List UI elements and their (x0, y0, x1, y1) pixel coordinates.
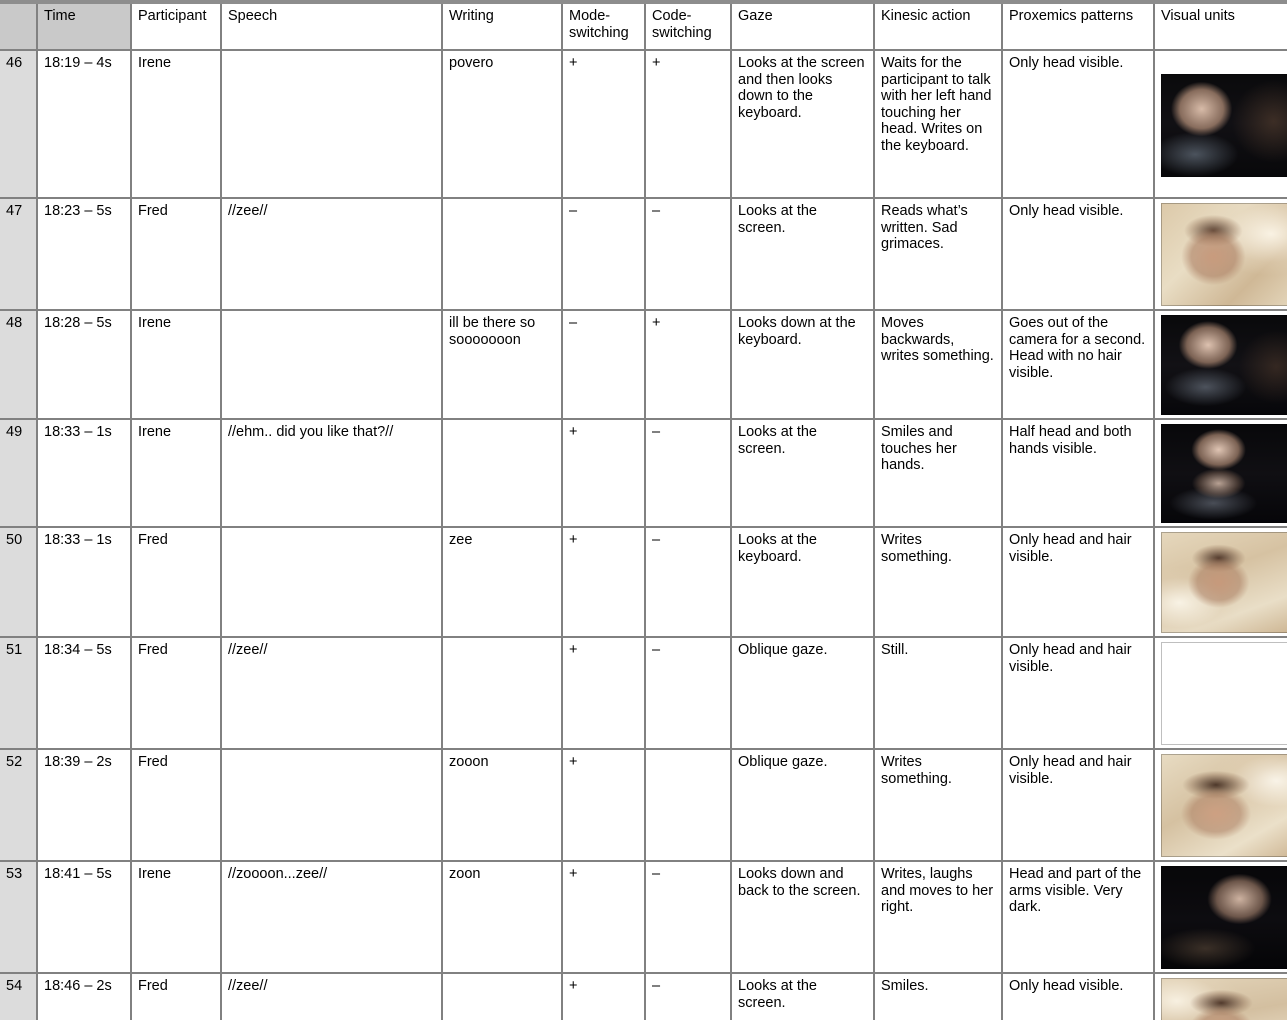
cell-time: 18:39 – 2s (37, 749, 131, 861)
cell-speech (221, 50, 442, 198)
row-index: 53 (0, 861, 37, 973)
cell-speech: //zee// (221, 198, 442, 310)
thumbnail-wrapper (1161, 866, 1287, 969)
cell-time: 18:41 – 5s (37, 861, 131, 973)
cell-visual-units (1154, 198, 1287, 310)
cell-participant: Fred (131, 198, 221, 310)
cell-code-switching: – (645, 973, 731, 1020)
row-index: 48 (0, 310, 37, 419)
table-row (0, 198, 1287, 310)
cell-participant: Fred (131, 973, 221, 1020)
cell-proxemics-patterns: Half head and both hands visible. (1002, 419, 1154, 527)
cell-visual-units (1154, 527, 1287, 637)
cell-speech: //zee// (221, 637, 442, 749)
webcam-thumbnail-irene (1161, 866, 1287, 969)
cell-kinesic-action: Writes something. (874, 527, 1002, 637)
table-row (0, 973, 1287, 1020)
cell-proxemics-patterns: Only head and hair visible. (1002, 637, 1154, 749)
cell-speech (221, 310, 442, 419)
cell-mode-switching: + (562, 50, 645, 198)
cell-mode-switching: + (562, 527, 645, 637)
webcam-thumbnail-fred (1161, 642, 1287, 745)
cell-code-switching: – (645, 198, 731, 310)
row-index: 46 (0, 50, 37, 198)
cell-writing: zooon (442, 749, 562, 861)
row-index: 54 (0, 973, 37, 1020)
thumbnail-wrapper (1161, 642, 1287, 745)
cell-proxemics-patterns: Only head visible. (1002, 50, 1154, 198)
cell-participant: Irene (131, 861, 221, 973)
cell-kinesic-action: Waits for the participant to talk with her left hand touching her head. Writes on the keyboard. (874, 50, 1002, 198)
cell-visual-units (1154, 973, 1287, 1020)
cell-visual-units (1154, 50, 1287, 198)
header-row (0, 2, 1287, 50)
cell-time: 18:33 – 1s (37, 419, 131, 527)
cell-gaze: Looks at the keyboard. (731, 527, 874, 637)
column-header-writing: Writing (442, 2, 562, 50)
table-row (0, 861, 1287, 973)
cell-kinesic-action: Moves backwards, writes something. (874, 310, 1002, 419)
cell-code-switching: – (645, 861, 731, 973)
cell-time: 18:19 – 4s (37, 50, 131, 198)
cell-speech (221, 749, 442, 861)
webcam-thumbnail-fred (1161, 978, 1287, 1020)
table-header (0, 2, 1287, 50)
cell-writing (442, 198, 562, 310)
cell-time: 18:46 – 2s (37, 973, 131, 1020)
cell-participant: Fred (131, 527, 221, 637)
table-row (0, 50, 1287, 198)
cell-gaze: Oblique gaze. (731, 749, 874, 861)
cell-participant: Fred (131, 637, 221, 749)
cell-kinesic-action: Writes, laughs and moves to her right. (874, 861, 1002, 973)
table-row (0, 310, 1287, 419)
column-header-time: Time (37, 2, 131, 50)
thumbnail-wrapper (1161, 532, 1287, 633)
cell-writing: ill be there so sooooooon (442, 310, 562, 419)
row-index: 52 (0, 749, 37, 861)
row-index: 51 (0, 637, 37, 749)
table-row (0, 749, 1287, 861)
cell-writing (442, 637, 562, 749)
cell-participant: Irene (131, 50, 221, 198)
cell-proxemics-patterns: Head and part of the arms visible. Very dark. (1002, 861, 1154, 973)
cell-mode-switching: + (562, 637, 645, 749)
cell-kinesic-action: Reads what’s written. Sad grimaces. (874, 198, 1002, 310)
cell-proxemics-patterns: Only head and hair visible. (1002, 749, 1154, 861)
thumbnail-wrapper (1161, 424, 1287, 523)
cell-kinesic-action: Still. (874, 637, 1002, 749)
table-row (0, 637, 1287, 749)
cell-code-switching: – (645, 527, 731, 637)
cell-time: 18:28 – 5s (37, 310, 131, 419)
cell-mode-switching: – (562, 198, 645, 310)
cell-visual-units (1154, 637, 1287, 749)
cell-time: 18:34 – 5s (37, 637, 131, 749)
column-header-kinesic-action: Kinesic action (874, 2, 1002, 50)
cell-participant: Irene (131, 310, 221, 419)
cell-visual-units (1154, 861, 1287, 973)
cell-mode-switching: + (562, 749, 645, 861)
cell-proxemics-patterns: Goes out of the camera for a second. Head with no hair visible. (1002, 310, 1154, 419)
cell-gaze: Looks down and back to the screen. (731, 861, 874, 973)
row-index: 47 (0, 198, 37, 310)
table-body (0, 50, 1287, 1020)
cell-proxemics-patterns: Only head visible. (1002, 973, 1154, 1020)
thumbnail-wrapper (1161, 203, 1287, 306)
cell-writing (442, 419, 562, 527)
thumbnail-wrapper (1161, 978, 1287, 1020)
cell-gaze: Looks at the screen. (731, 973, 874, 1020)
cell-proxemics-patterns: Only head and hair visible. (1002, 527, 1154, 637)
column-header-proxemics-patterns: Proxemics patterns (1002, 2, 1154, 50)
column-header-code-switching: Code-switching (645, 2, 731, 50)
webcam-thumbnail-irene (1161, 74, 1287, 177)
cell-gaze: Looks down at the keyboard. (731, 310, 874, 419)
row-index: 50 (0, 527, 37, 637)
cell-speech: //ehm.. did you like that?// (221, 419, 442, 527)
thumbnail-wrapper (1161, 754, 1287, 857)
cell-code-switching (645, 749, 731, 861)
column-header-participant: Participant (131, 2, 221, 50)
cell-writing: zoon (442, 861, 562, 973)
cell-speech: //zoooon...zee// (221, 861, 442, 973)
cell-speech: //zee// (221, 973, 442, 1020)
cell-code-switching: – (645, 419, 731, 527)
cell-writing (442, 973, 562, 1020)
thumbnail-wrapper (1161, 315, 1287, 415)
cell-participant: Fred (131, 749, 221, 861)
cell-writing: zee (442, 527, 562, 637)
cell-mode-switching: + (562, 419, 645, 527)
webcam-thumbnail-fred (1161, 203, 1287, 306)
webcam-thumbnail-irene (1161, 424, 1287, 523)
column-header-visual-units: Visual units (1154, 2, 1287, 50)
cell-time: 18:23 – 5s (37, 198, 131, 310)
column-header-mode-switching: Mode-switching (562, 2, 645, 50)
cell-mode-switching: – (562, 310, 645, 419)
cell-visual-units (1154, 419, 1287, 527)
thumbnail-blank-spacer (1161, 177, 1287, 194)
cell-writing: povero (442, 50, 562, 198)
webcam-thumbnail-irene (1161, 315, 1287, 415)
table-row (0, 419, 1287, 527)
table-row (0, 527, 1287, 637)
cell-code-switching: + (645, 310, 731, 419)
cell-gaze: Looks at the screen. (731, 419, 874, 527)
thumbnail-wrapper (1161, 55, 1287, 194)
cell-participant: Irene (131, 419, 221, 527)
cell-mode-switching: + (562, 861, 645, 973)
thumbnail-blank-spacer (1161, 55, 1287, 74)
cell-kinesic-action: Writes something. (874, 749, 1002, 861)
cell-code-switching: – (645, 637, 731, 749)
webcam-thumbnail-fred (1161, 754, 1287, 857)
cell-proxemics-patterns: Only head visible. (1002, 198, 1154, 310)
column-header-gaze: Gaze (731, 2, 874, 50)
cell-code-switching: + (645, 50, 731, 198)
webcam-thumbnail-fred (1161, 532, 1287, 633)
cell-gaze: Looks at the screen. (731, 198, 874, 310)
cell-mode-switching: + (562, 973, 645, 1020)
cell-gaze: Looks at the screen and then looks down to the keyboard. (731, 50, 874, 198)
cell-visual-units (1154, 310, 1287, 419)
cell-kinesic-action: Smiles. (874, 973, 1002, 1020)
row-index: 49 (0, 419, 37, 527)
cell-visual-units (1154, 749, 1287, 861)
column-header-index (0, 2, 37, 50)
cell-kinesic-action: Smiles and touches her hands. (874, 419, 1002, 527)
cell-gaze: Oblique gaze. (731, 637, 874, 749)
column-header-speech: Speech (221, 2, 442, 50)
cell-time: 18:33 – 1s (37, 527, 131, 637)
cell-speech (221, 527, 442, 637)
